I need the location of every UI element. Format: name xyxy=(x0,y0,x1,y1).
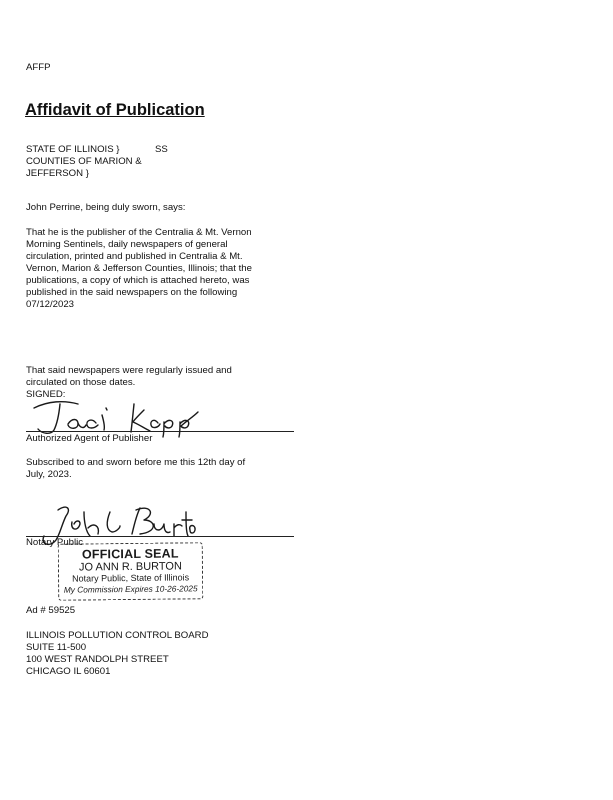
issued-line: circulated on those dates. xyxy=(26,377,136,388)
notary-label: Notary Public xyxy=(26,537,84,548)
paragraph-line: That he is the publisher of the Centralia & Mt. Vernon xyxy=(26,227,252,238)
seal-notary-state: Notary Public, State of Illinois xyxy=(71,572,190,584)
header-code: AFFP xyxy=(26,62,51,73)
agent-signature-line xyxy=(26,431,294,432)
seal-commission-expiry: My Commission Expires 10-26-2025 xyxy=(63,583,198,595)
page-title: Affidavit of Publication xyxy=(25,101,205,119)
paragraph-line: Vernon, Marion & Jefferson Counties, Illinois; that the xyxy=(26,263,252,274)
recipient-address xyxy=(26,630,209,678)
address-line: CHICAGO IL 60601 xyxy=(26,666,111,677)
ss-mark: SS xyxy=(155,144,168,155)
address-line: 100 WEST RANDOLPH STREET xyxy=(26,654,169,665)
paragraph-line: Morning Sentinels, daily newspapers of general xyxy=(26,239,228,250)
subscribed-statement xyxy=(26,457,245,481)
official-notary-seal xyxy=(58,542,204,601)
publication-paragraph xyxy=(26,227,286,311)
seal-notary-name: JO ANN R. BURTON xyxy=(78,560,182,574)
publication-date: 07/12/2023 xyxy=(26,299,75,310)
subscribed-line: Subscribed to and sworn before me this 12th day of xyxy=(26,457,246,468)
issued-line: That said newspapers were regularly issued and xyxy=(26,365,232,376)
paragraph-line: published in the said newspapers on the following xyxy=(26,287,238,298)
address-line: ILLINOIS POLLUTION CONTROL BOARD xyxy=(26,630,209,641)
paragraph-line: circulation, printed and published in Centralia & Mt. xyxy=(26,251,243,262)
paragraph-line: publications, a copy of which is attached hereto, was xyxy=(26,275,250,286)
seal-title: OFFICIAL SEAL xyxy=(81,546,179,562)
ad-number: Ad # 59525 xyxy=(26,605,76,616)
counties-line-1: COUNTIES OF MARION & xyxy=(26,156,142,167)
address-line: SUITE 11-500 xyxy=(26,642,87,653)
counties-line-2: JEFFERSON } xyxy=(26,168,89,179)
subscribed-line: July, 2023. xyxy=(26,469,72,480)
signed-label: SIGNED: xyxy=(26,389,66,400)
agent-label: Authorized Agent of Publisher xyxy=(26,433,153,444)
sworn-statement: John Perrine, being duly sworn, says: xyxy=(26,202,186,213)
state-line: STATE OF ILLINOIS } xyxy=(26,144,120,155)
